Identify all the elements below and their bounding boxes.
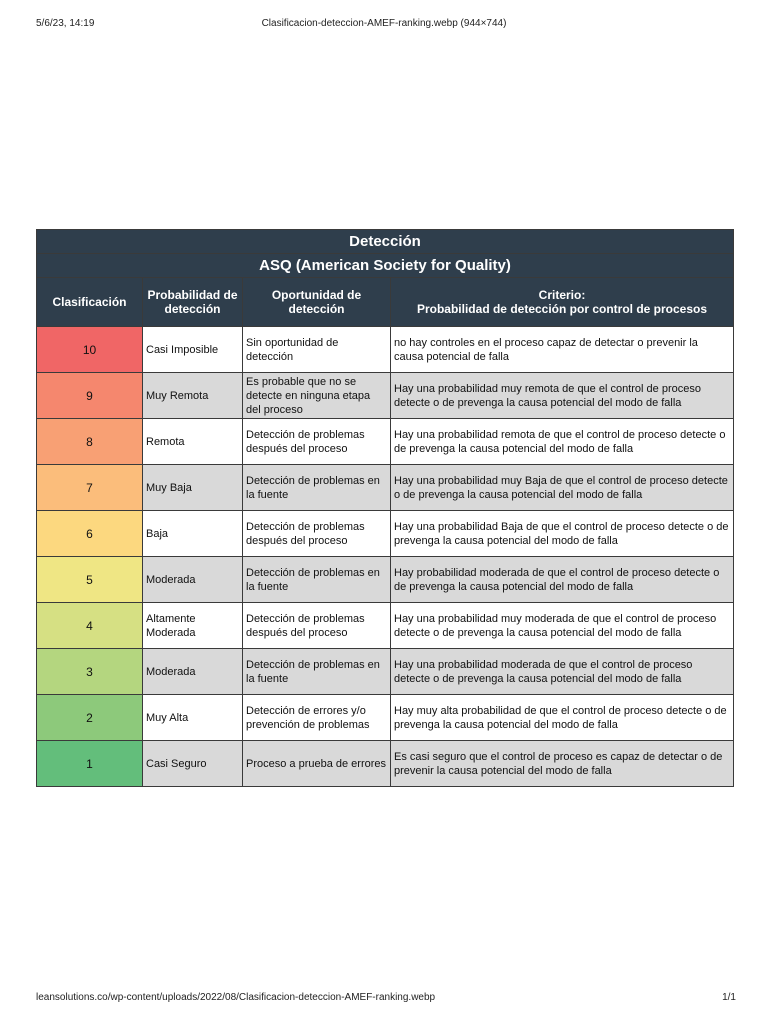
opportunity-cell: Es probable que no se detecte en ninguna etapa del proceso (243, 373, 391, 419)
rank-cell: 3 (37, 649, 143, 695)
probability-cell: Moderada (143, 557, 243, 603)
probability-cell: Altamente Moderada (143, 603, 243, 649)
rank-cell: 1 (37, 741, 143, 787)
detection-table (36, 229, 734, 787)
table-row (37, 327, 734, 373)
criterion-cell: Hay una probabilidad remota de que el control de proceso detecte o de prevenga la causa potencial del modo de falla (391, 419, 734, 465)
print-page-count: 1/1 (722, 992, 736, 1003)
header-criterio (391, 278, 734, 327)
header-oportunidad: Oportunidad de detección (243, 278, 391, 327)
opportunity-cell: Detección de errores y/o prevención de problemas (243, 695, 391, 741)
table-subtitle: ASQ (American Society for Quality) (37, 254, 734, 278)
rank-cell: 7 (37, 465, 143, 511)
print-footer (0, 992, 768, 1006)
criterion-cell: no hay controles en el proceso capaz de detectar o prevenir la causa potencial de falla (391, 327, 734, 373)
opportunity-cell: Detección de problemas después del proceso (243, 603, 391, 649)
rank-cell: 10 (37, 327, 143, 373)
criterion-cell: Hay una probabilidad Baja de que el control de proceso detecte o de prevenga la causa potencial del modo de falla (391, 511, 734, 557)
rank-cell: 9 (37, 373, 143, 419)
print-date: 5/6/23, 14:19 (36, 18, 95, 29)
opportunity-cell: Sin oportunidad de detección (243, 327, 391, 373)
criterion-cell: Hay una probabilidad muy Baja de que el control de proceso detecte o de prevenga la causa potencial del modo de falla (391, 465, 734, 511)
table-row (37, 741, 734, 787)
probability-cell: Baja (143, 511, 243, 557)
header-probabilidad: Probabilidad de detección (143, 278, 243, 327)
probability-cell: Moderada (143, 649, 243, 695)
probability-cell: Muy Alta (143, 695, 243, 741)
criterion-cell: Hay una probabilidad muy moderada de que el control de proceso detecte o de prevenga la causa potencial del modo de falla (391, 603, 734, 649)
opportunity-cell: Detección de problemas después del proceso (243, 511, 391, 557)
header-criterio-line2: Probabilidad de detección por control de procesos (416, 302, 708, 316)
criterion-cell: Es casi seguro que el control de proceso es capaz de detectar o de prevenir la causa potencial del modo de falla (391, 741, 734, 787)
table-row (37, 511, 734, 557)
table-row (37, 419, 734, 465)
header-criterio-line1: Criterio: (538, 288, 586, 302)
opportunity-cell: Proceso a prueba de errores (243, 741, 391, 787)
probability-cell: Casi Seguro (143, 741, 243, 787)
opportunity-cell: Detección de problemas en la fuente (243, 649, 391, 695)
probability-cell: Casi Imposible (143, 327, 243, 373)
rank-cell: 2 (37, 695, 143, 741)
print-header (0, 18, 768, 32)
opportunity-cell: Detección de problemas después del proceso (243, 419, 391, 465)
rank-cell: 8 (37, 419, 143, 465)
rank-cell: 4 (37, 603, 143, 649)
rank-cell: 6 (37, 511, 143, 557)
opportunity-cell: Detección de problemas en la fuente (243, 557, 391, 603)
table-row (37, 465, 734, 511)
print-url: leansolutions.co/wp-content/uploads/2022/08/Clasificacion-deteccion-AMEF-ranking.webp (36, 992, 436, 1003)
probability-cell: Muy Baja (143, 465, 243, 511)
criterion-cell: Hay probabilidad moderada de que el control de proceso detecte o de prevenga la causa potencial del modo de falla (391, 557, 734, 603)
criterion-cell: Hay muy alta probabilidad de que el control de proceso detecte o de prevenga la causa potencial del modo de falla (391, 695, 734, 741)
table-row (37, 649, 734, 695)
criterion-cell: Hay una probabilidad moderada de que el control de proceso detecte o de prevenga la causa potencial del modo de falla (391, 649, 734, 695)
opportunity-cell: Detección de problemas en la fuente (243, 465, 391, 511)
table-row (37, 695, 734, 741)
rank-cell: 5 (37, 557, 143, 603)
table-row (37, 373, 734, 419)
probability-cell: Remota (143, 419, 243, 465)
criterion-cell: Hay una probabilidad muy remota de que el control de proceso detecte o de prevenga la causa potencial del modo de falla (391, 373, 734, 419)
print-title: Clasificacion-deteccion-AMEF-ranking.webp (944×744) (261, 18, 507, 29)
table-row (37, 557, 734, 603)
table-title: Detección (37, 230, 734, 254)
header-clasificacion: Clasificación (37, 278, 143, 327)
table-row (37, 603, 734, 649)
probability-cell: Muy Remota (143, 373, 243, 419)
